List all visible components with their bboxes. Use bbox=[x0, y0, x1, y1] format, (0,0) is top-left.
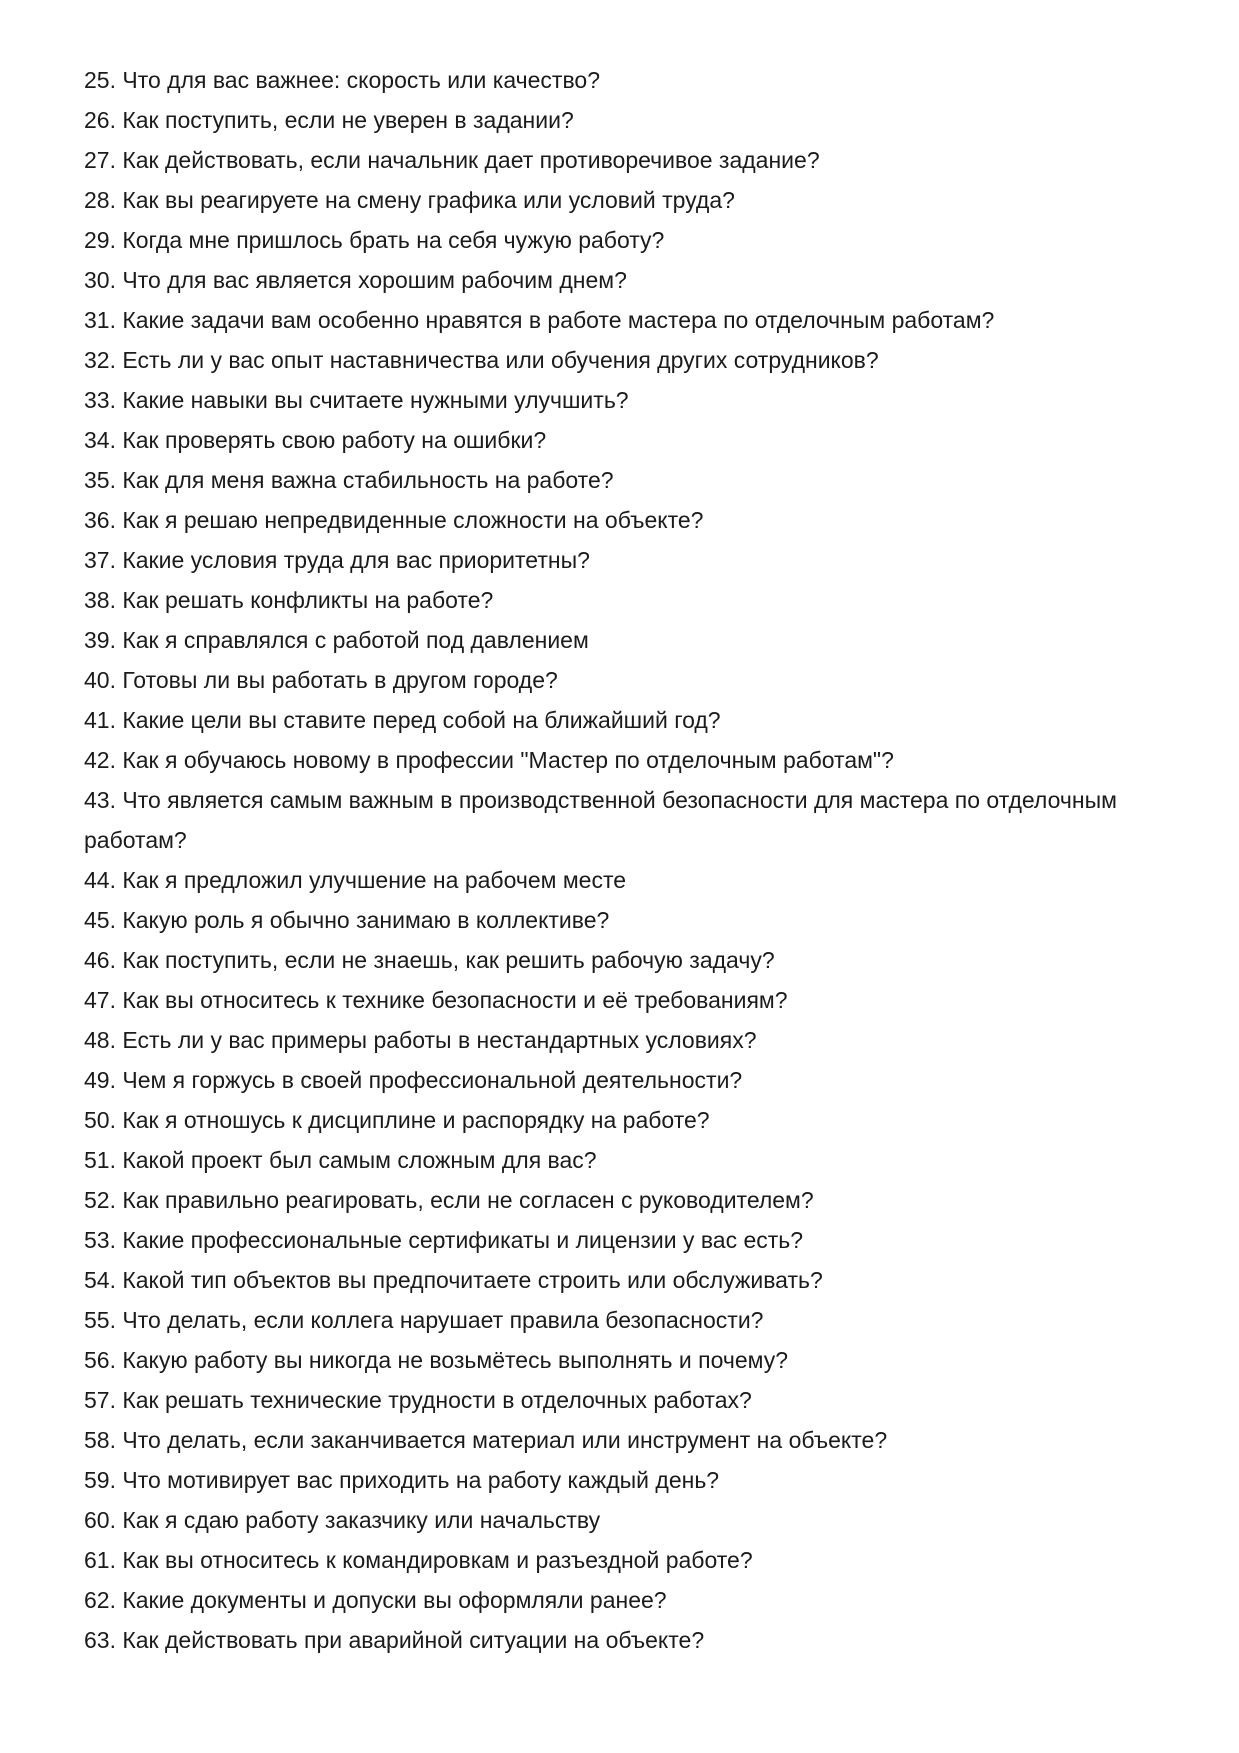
question-item: 29. Когда мне пришлось брать на себя чужую работу? bbox=[84, 227, 665, 253]
question-item: 51. Какой проект был самым сложным для вас? bbox=[84, 1147, 597, 1173]
question-item: 28. Как вы реагируете на смену графика или условий труда? bbox=[84, 187, 735, 213]
question-item: 48. Есть ли у вас примеры работы в нестандартных условиях? bbox=[84, 1027, 757, 1053]
question-item: 36. Как я решаю непредвиденные сложности на объекте? bbox=[84, 507, 704, 533]
question-item: 26. Как поступить, если не уверен в задании? bbox=[84, 107, 574, 133]
question-item: 31. Какие задачи вам особенно нравятся в работе мастера по отделочным работам? bbox=[84, 307, 995, 333]
question-item: 41. Какие цели вы ставите перед собой на ближайший год? bbox=[84, 707, 721, 733]
question-item: 54. Какой тип объектов вы предпочитаете строить или обслуживать? bbox=[84, 1267, 823, 1293]
question-item: 52. Как правильно реагировать, если не согласен с руководителем? bbox=[84, 1187, 814, 1213]
question-item: 57. Как решать технические трудности в отделочных работах? bbox=[84, 1387, 752, 1413]
question-item: 59. Что мотивирует вас приходить на работу каждый день? bbox=[84, 1467, 720, 1493]
question-item: 42. Как я обучаюсь новому в профессии "Мастер по отделочным работам"? bbox=[84, 747, 894, 773]
question-list bbox=[84, 60, 1124, 1660]
question-item: 38. Как решать конфликты на работе? bbox=[84, 587, 494, 613]
question-item: 49. Чем я горжусь в своей профессиональной деятельности? bbox=[84, 1067, 743, 1093]
question-item: 47. Как вы относитесь к технике безопасности и её требованиям? bbox=[84, 987, 788, 1013]
question-item: 45. Какую роль я обычно занимаю в коллективе? bbox=[84, 907, 610, 933]
question-item: 33. Какие навыки вы считаете нужными улучшить? bbox=[84, 387, 629, 413]
question-item: 53. Какие профессиональные сертификаты и лицензии у вас есть? bbox=[84, 1227, 804, 1253]
question-item: 25. Что для вас важнее: скорость или качество? bbox=[84, 67, 600, 93]
question-item: 27. Как действовать, если начальник дает противоречивое задание? bbox=[84, 147, 820, 173]
question-item: 56. Какую работу вы никогда не возьмётесь выполнять и почему? bbox=[84, 1347, 789, 1373]
question-item: 58. Что делать, если заканчивается материал или инструмент на объекте? bbox=[84, 1427, 888, 1453]
question-item: 40. Готовы ли вы работать в другом городе? bbox=[84, 667, 558, 693]
question-item: 37. Какие условия труда для вас приоритетны? bbox=[84, 547, 590, 573]
question-item: 63. Как действовать при аварийной ситуации на объекте? bbox=[84, 1627, 705, 1653]
question-item: 44. Как я предложил улучшение на рабочем месте bbox=[84, 867, 627, 893]
question-item: 60. Как я сдаю работу заказчику или начальству bbox=[84, 1507, 601, 1533]
question-item: 43. Что является самым важным в производственной безопасности для мастера по отделочным работам? bbox=[84, 787, 1117, 853]
question-item: 55. Что делать, если коллега нарушает правила безопасности? bbox=[84, 1307, 764, 1333]
question-item: 50. Как я отношусь к дисциплине и распорядку на работе? bbox=[84, 1107, 710, 1133]
question-item: 39. Как я справлялся с работой под давлением bbox=[84, 627, 589, 653]
question-item: 61. Как вы относитесь к командировкам и разъездной работе? bbox=[84, 1547, 753, 1573]
question-item: 32. Есть ли у вас опыт наставничества или обучения других сотрудников? bbox=[84, 347, 879, 373]
question-item: 46. Как поступить, если не знаешь, как решить рабочую задачу? bbox=[84, 947, 775, 973]
question-item: 62. Какие документы и допуски вы оформляли ранее? bbox=[84, 1587, 667, 1613]
question-item: 34. Как проверять свою работу на ошибки? bbox=[84, 427, 547, 453]
question-item: 30. Что для вас является хорошим рабочим днем? bbox=[84, 267, 627, 293]
question-item: 35. Как для меня важна стабильность на работе? bbox=[84, 467, 614, 493]
